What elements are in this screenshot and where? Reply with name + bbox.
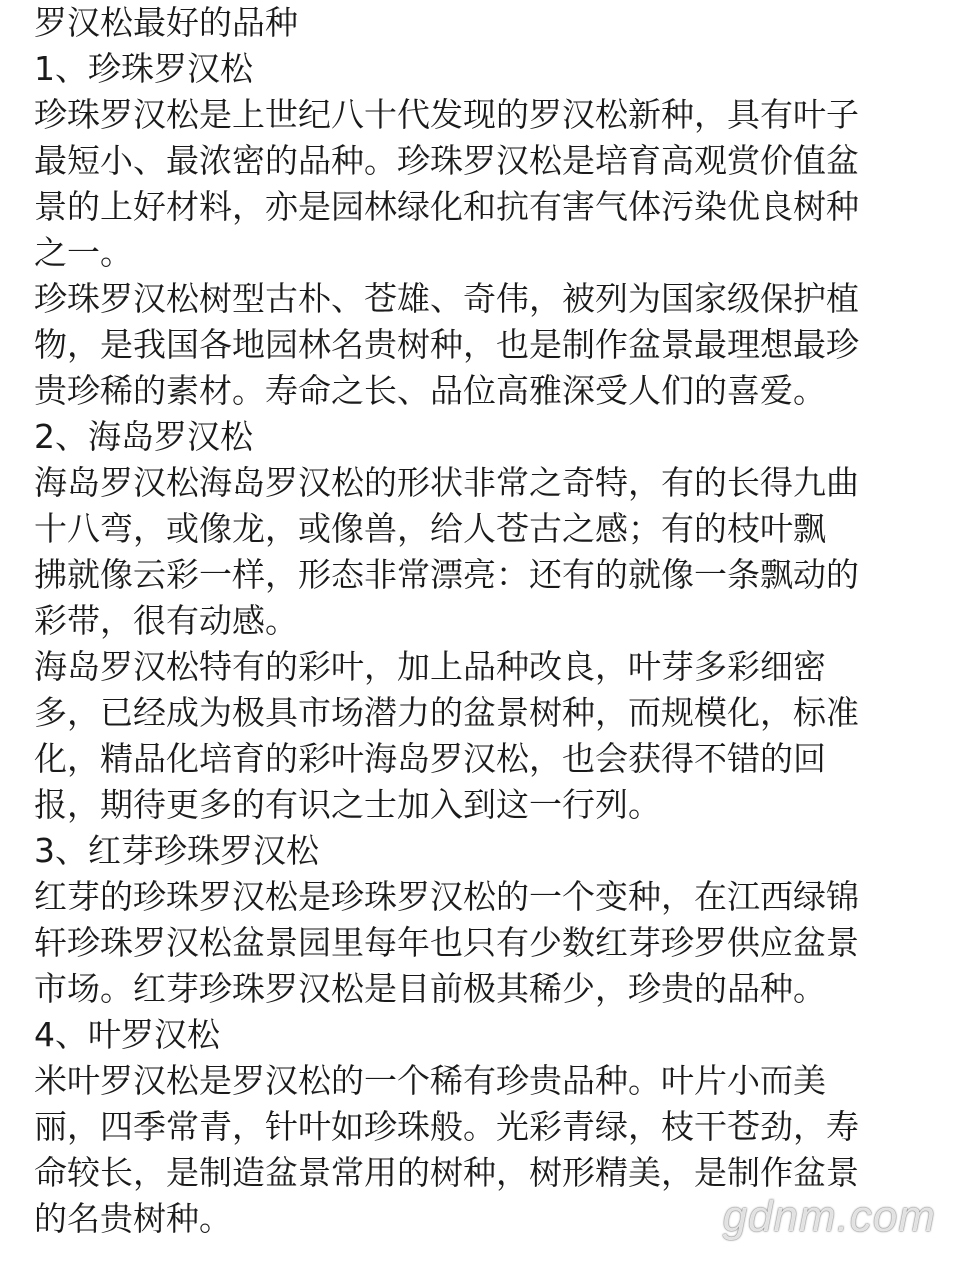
paragraph-line: 报，期待更多的有识之士加入到这一行列。	[34, 785, 661, 824]
paragraph-line: 珍珠罗汉松树型古朴、苍雄、奇伟，被列为国家级保护植	[34, 279, 859, 318]
paragraph-line: 多，已经成为极具市场潜力的盆景树种，而规模化，标准	[34, 693, 859, 732]
article-title: 罗汉松最好的品种	[34, 3, 298, 42]
section-heading-2: 2、海岛罗汉松	[34, 417, 253, 456]
site-watermark: gdnm.com	[722, 1192, 936, 1241]
paragraph-line: 海岛罗汉松海岛罗汉松的形状非常之奇特，有的长得九曲	[34, 463, 859, 502]
paragraph-line: 彩带，很有动感。	[34, 601, 298, 640]
paragraph-line: 珍珠罗汉松是上世纪八十代发现的罗汉松新种，具有叶子	[34, 95, 859, 134]
paragraph-line: 的名贵树种。	[34, 1199, 232, 1238]
paragraph-line: 之一。	[34, 233, 133, 272]
paragraph-line: 物，是我国各地园林名贵树种，也是制作盆景最理想最珍	[34, 325, 859, 364]
paragraph-line: 十八弯，或像龙，或像兽，给人苍古之感；有的枝叶飘	[34, 509, 826, 548]
paragraph-line: 海岛罗汉松特有的彩叶，加上品种改良，叶芽多彩细密	[34, 647, 826, 686]
section-heading-3: 3、红芽珍珠罗汉松	[34, 831, 319, 870]
paragraph-line: 景的上好材料，亦是园林绿化和抗有害气体污染优良树种	[34, 187, 859, 226]
paragraph-line: 贵珍稀的素材。寿命之长、品位高雅深受人们的喜爱。	[34, 371, 826, 410]
paragraph-line: 市场。红芽珍珠罗汉松是目前极其稀少，珍贵的品种。	[34, 969, 826, 1008]
paragraph-line: 命较长，是制造盆景常用的树种，树形精美，是制作盆景	[34, 1153, 859, 1192]
section-heading-1: 1、珍珠罗汉松	[34, 49, 253, 88]
paragraph-line: 化，精品化培育的彩叶海岛罗汉松，也会获得不错的回	[34, 739, 826, 778]
paragraph-line: 轩珍珠罗汉松盆景园里每年也只有少数红芽珍罗供应盆景	[34, 923, 859, 962]
section-heading-4: 4、叶罗汉松	[34, 1015, 220, 1054]
article-body	[34, 0, 944, 1242]
paragraph-line: 拂就像云彩一样，形态非常漂亮：还有的就像一条飘动的	[34, 555, 859, 594]
paragraph-line: 丽，四季常青，针叶如珍珠般。光彩青绿，枝干苍劲，寿	[34, 1107, 859, 1146]
paragraph-line: 米叶罗汉松是罗汉松的一个稀有珍贵品种。叶片小而美	[34, 1061, 826, 1100]
paragraph-line: 最短小、最浓密的品种。珍珠罗汉松是培育高观赏价值盆	[34, 141, 859, 180]
paragraph-line: 红芽的珍珠罗汉松是珍珠罗汉松的一个变种，在江西绿锦	[34, 877, 859, 916]
